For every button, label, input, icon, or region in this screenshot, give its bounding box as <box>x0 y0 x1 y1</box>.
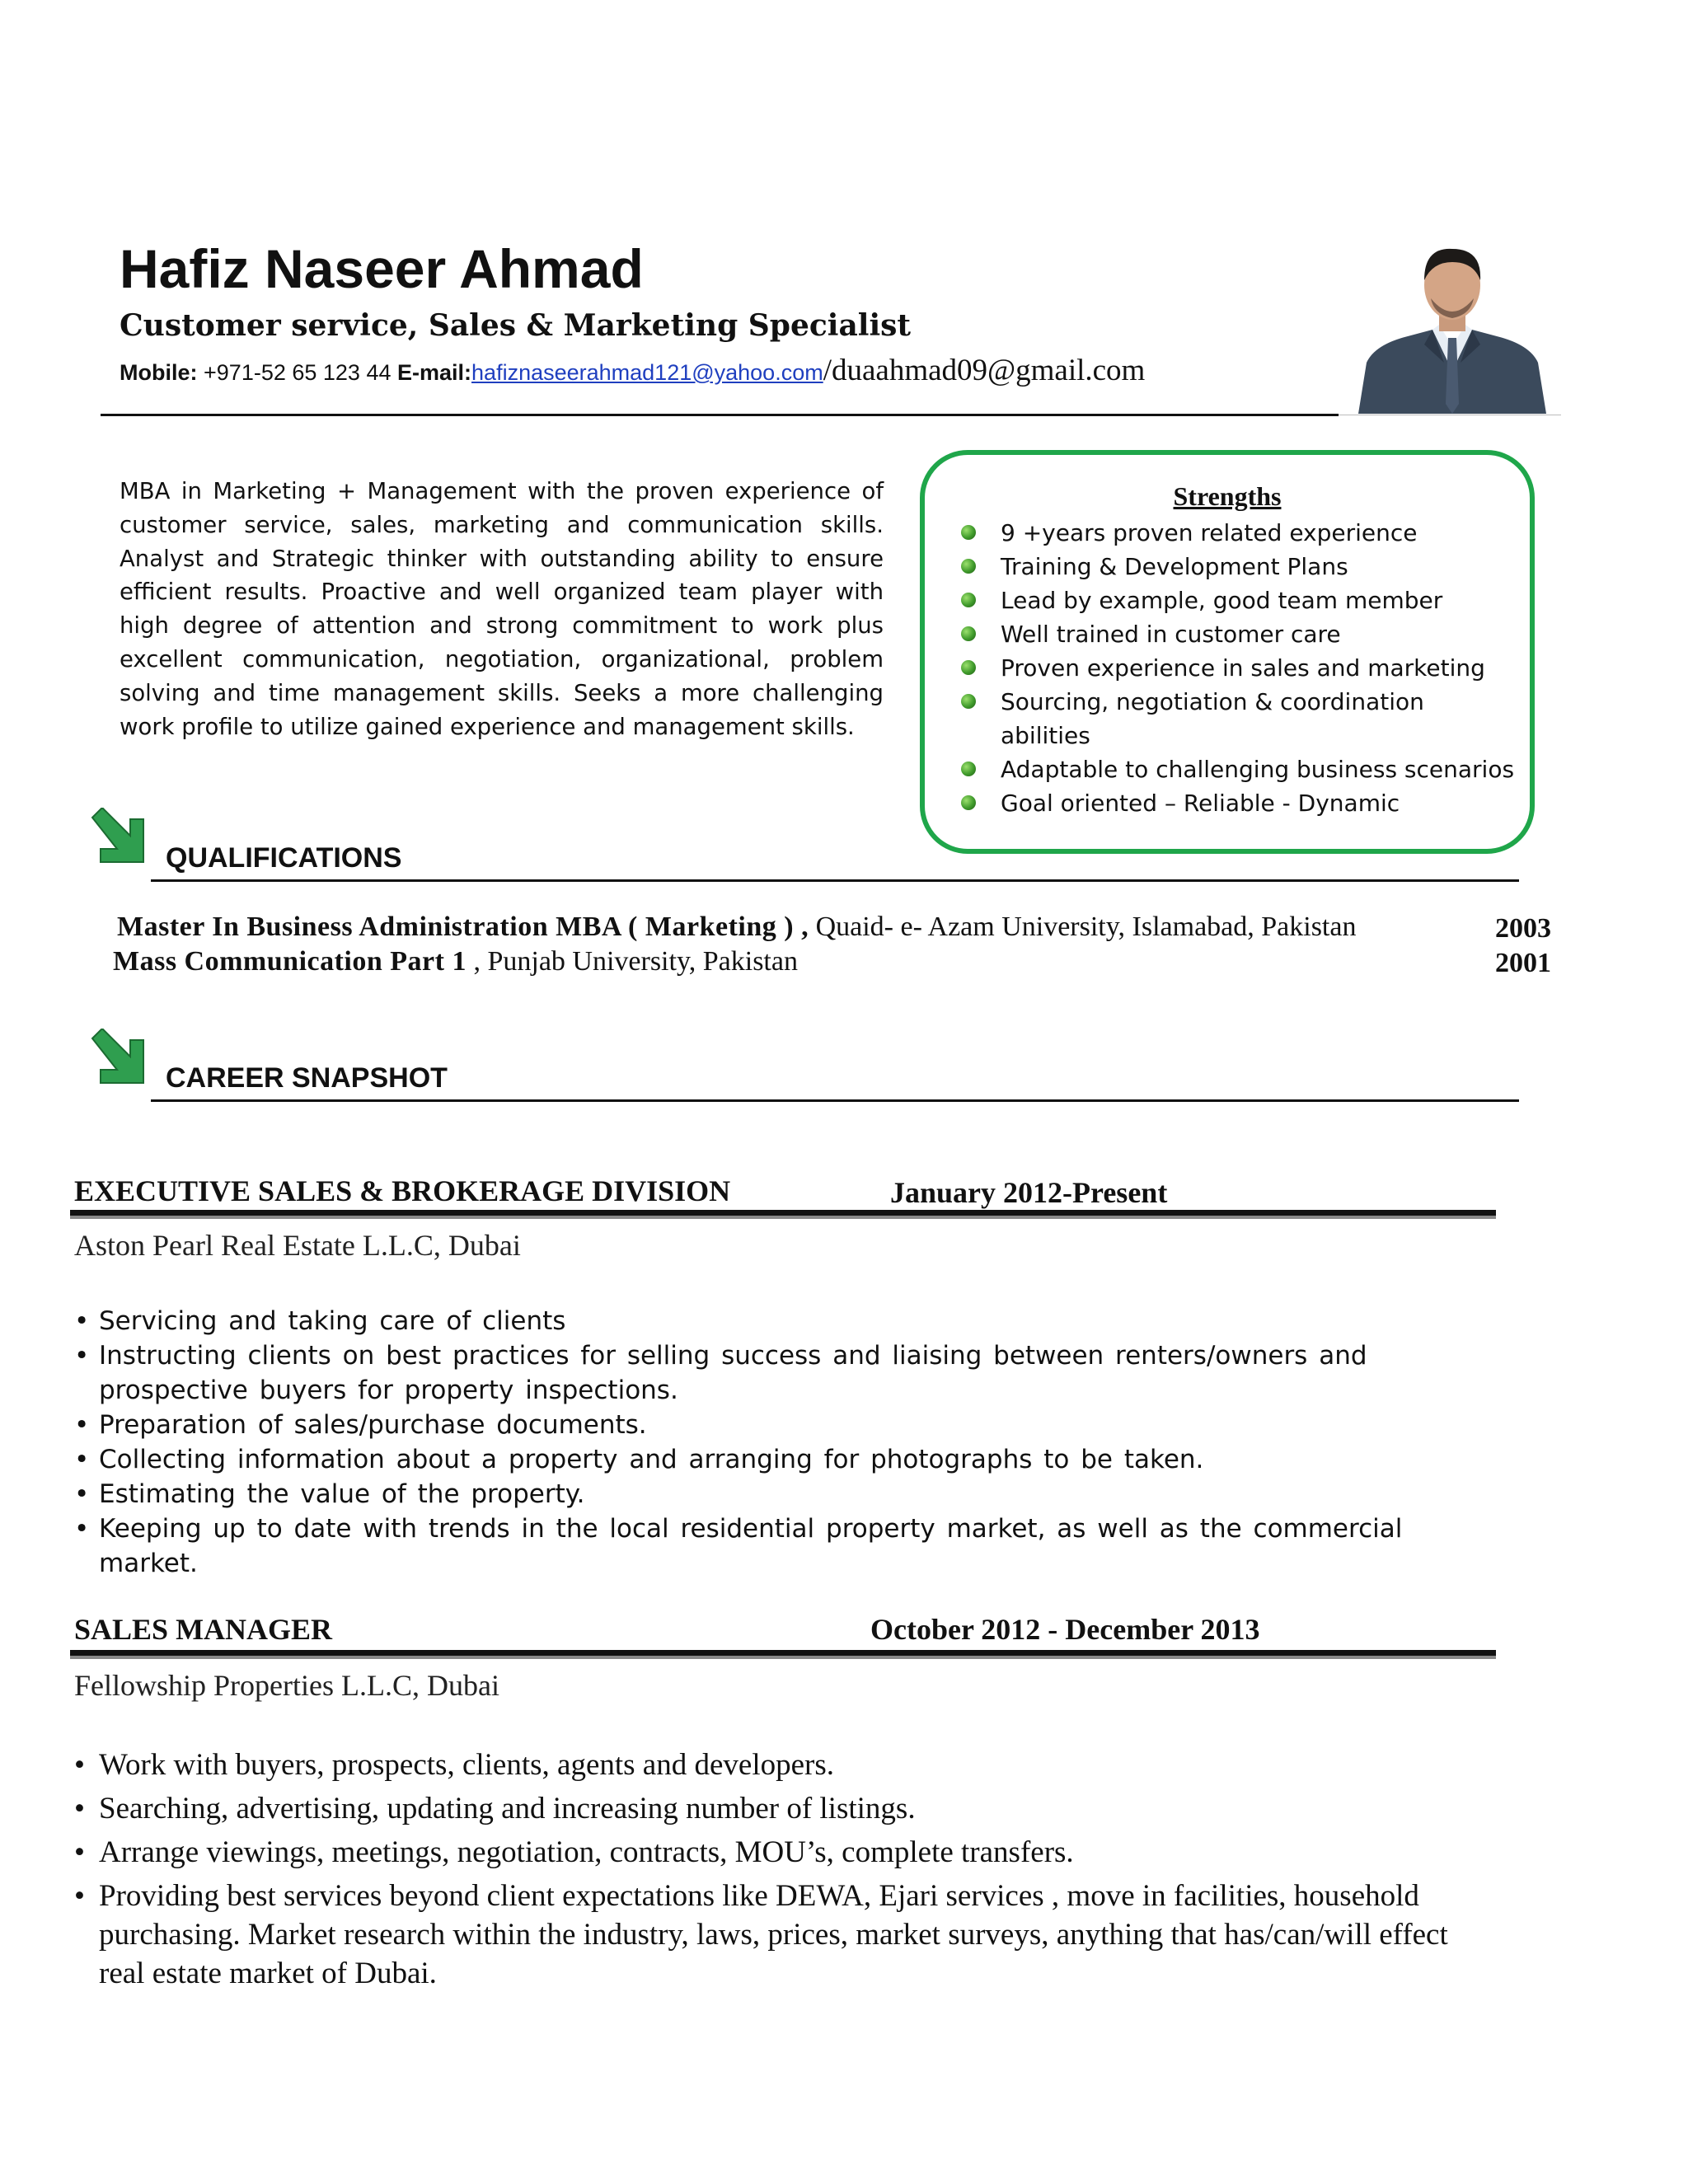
strength-text: Well trained in customer care <box>1001 621 1341 648</box>
green-diagonal-arrow-icon <box>89 808 147 865</box>
job-duties <box>74 1746 1500 1993</box>
qualifications-rule <box>151 879 1519 882</box>
email-secondary: /duaahmad09@gmail.com <box>823 354 1146 387</box>
strength-text: Goal oriented – Reliable - Dynamic <box>1001 790 1400 817</box>
company-name: Fellowship Properties L.L.C, Dubai <box>74 1669 499 1702</box>
company-name: Aston Pearl Real Estate L.L.C, Dubai <box>74 1229 521 1262</box>
strength-item <box>958 752 1518 786</box>
strengths-title: Strengths <box>1173 481 1282 511</box>
duty-item: • Keeping up to date with trends in the local residential property market, as well as the commercial market. <box>74 1511 1492 1581</box>
strength-item <box>958 583 1518 617</box>
green-sphere-bullet-icon <box>961 525 976 540</box>
duty-item: • Preparation of sales/purchase documents. <box>74 1408 1492 1442</box>
duty-item: • Instructing clients on best practices for selling success and liaising between renters/owners and prospective buyers for property inspections. <box>74 1338 1492 1408</box>
header-divider <box>101 414 1339 416</box>
green-sphere-bullet-icon <box>961 660 976 675</box>
mobile-number: +971-52 65 123 44 <box>204 360 392 385</box>
job-title: SALES MANAGER <box>74 1613 333 1646</box>
duty-item: • Servicing and taking care of clients <box>74 1304 1492 1338</box>
strengths-list <box>958 516 1518 820</box>
qualifications-heading: QUALIFICATIONS <box>166 842 402 874</box>
strength-item <box>958 550 1518 583</box>
qualification-row <box>113 946 798 977</box>
duty-item: • Estimating the value of the property. <box>74 1477 1492 1511</box>
job-duties <box>74 1304 1492 1581</box>
profile-photo <box>1342 239 1563 414</box>
email-label: E-mail: <box>397 360 472 385</box>
strength-text: Training & Development Plans <box>1001 553 1348 580</box>
strength-item <box>958 617 1518 651</box>
strength-text: Proven experience in sales and marketing <box>1001 654 1485 682</box>
degree-name: Mass Communication Part 1 <box>113 946 467 977</box>
green-sphere-bullet-icon <box>961 762 976 776</box>
qualification-year: 2003 <box>1495 913 1551 944</box>
duty-item: • Collecting information about a property and arranging for photographs to be taken. <box>74 1442 1492 1477</box>
job-rule <box>70 1650 1496 1659</box>
strength-item <box>958 651 1518 685</box>
strength-item <box>958 516 1518 550</box>
strength-text: Sourcing, negotiation & coordination abilities <box>1001 688 1424 749</box>
duty-item: • Providing best services beyond client expectations like DEWA, Ejari services , move in facilities, household purchasing. Market research within the industry, laws, prices, market surveys, anything that has/can/will effect real estate market of Dubai. <box>74 1877 1500 1993</box>
qualification-year: 2001 <box>1495 948 1551 978</box>
green-sphere-bullet-icon <box>961 593 976 607</box>
career-heading: CAREER SNAPSHOT <box>166 1062 448 1094</box>
green-sphere-bullet-icon <box>961 694 976 709</box>
duty-item: • Searching, advertising, updating and increasing number of listings. <box>74 1789 1500 1828</box>
strength-text: Lead by example, good team member <box>1001 587 1443 614</box>
mobile-label: Mobile: <box>120 360 198 385</box>
job-dates: January 2012-Present <box>890 1176 1168 1209</box>
strength-item <box>958 685 1518 752</box>
green-sphere-bullet-icon <box>961 626 976 641</box>
green-sphere-bullet-icon <box>961 795 976 810</box>
strength-text: Adaptable to challenging business scenarios <box>1001 756 1515 783</box>
green-diagonal-arrow-icon <box>89 1029 147 1086</box>
career-rule <box>151 1099 1519 1102</box>
profile-summary: MBA in Marketing + Management with the proven experience of customer service, sales, marketing and communication skills. Analyst and Strategic thinker with outstanding ability to ensure efficient results. Proactive and well organized team player with high degree of attention and strong commitment to work plus excellent communication, negotiation, organizational, problem solving and time management skills. Seeks a more challenging work profile to utilize gained experience and management skills. <box>120 478 884 740</box>
job-title: EXECUTIVE SALES & BROKERAGE DIVISION <box>74 1174 731 1207</box>
duty-item: • Work with buyers, prospects, clients, agents and developers. <box>74 1746 1500 1784</box>
job-rule <box>70 1210 1496 1219</box>
duty-item: • Arrange viewings, meetings, negotiation, contracts, MOU’s, complete transfers. <box>74 1833 1500 1872</box>
institution: Quaid- e- Azam University, Islamabad, Pakistan <box>809 912 1357 942</box>
institution: , Punjab University, Pakistan <box>466 946 798 977</box>
candidate-name: Hafiz Naseer Ahmad <box>120 238 644 299</box>
degree-name: Master In Business Administration MBA ( Marketing ) , <box>117 912 809 942</box>
email-link[interactable]: hafiznaseerahmad121@yahoo.com <box>471 360 823 385</box>
green-sphere-bullet-icon <box>961 559 976 574</box>
candidate-title: Customer service, Sales & Marketing Specialist <box>120 308 912 343</box>
qualification-row <box>117 912 1356 943</box>
strength-text: 9 +years proven related experience <box>1001 519 1418 546</box>
strength-item <box>958 786 1518 820</box>
job-dates: October 2012 - December 2013 <box>870 1613 1260 1646</box>
contact-line <box>120 353 1145 388</box>
